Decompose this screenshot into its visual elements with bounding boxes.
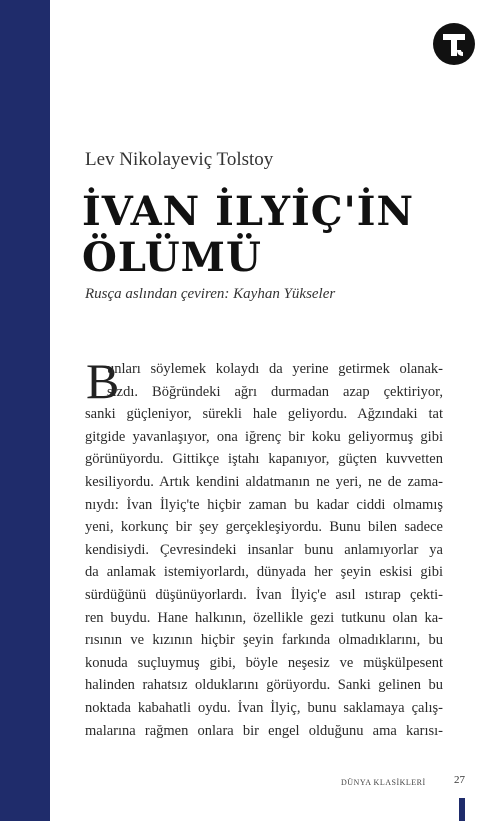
book-title-line-2: ÖLÜMÜ	[82, 234, 262, 281]
body-line: kendisiydi. Çevresindeki insanlar bunu anlamıyorlar ya	[85, 541, 443, 558]
body-line: nıydı: İvan İlyiç'te hiçbir zaman bu kadar ciddi olmamış	[85, 496, 443, 513]
body-line: yeni, korkunç bir şey gerçekleşiyordu. Bunu bilen sadece	[85, 519, 443, 536]
body-line: görünüyordu. Gittikçe iştahı kapanıyor, güçten kuvvetten	[85, 451, 443, 468]
drop-cap: B	[86, 353, 120, 409]
body-line: sürdüğünü düşünüyorlardı. İvan İlyiç'e asıl ıstırap çekti-	[85, 586, 443, 603]
body-line: malarına rağmen onlara bir engel olduğunu ama karısı-	[85, 722, 443, 739]
page-edge-marker	[459, 798, 465, 821]
page-number: 27	[454, 774, 465, 786]
body-line: unları söylemek kolaydı da yerine getirmek olanak-	[107, 361, 443, 377]
body-line: halinden rahatsız olduklarını görüyordu. Sanki gelinen bu	[85, 677, 443, 694]
body-line: konuda suçluymuş gibi, böyle neşesiz ve müşkülpesent	[85, 654, 443, 671]
body-line: sanki güçleniyor, sürekli hale geliyordu. Ağzındaki tat	[85, 406, 443, 423]
body-line: ren buydu. Hane halkının, özellikle gezi tutkunu olan ka-	[85, 609, 443, 626]
body-line: noktada kabahatli oydu. İvan İlyiç, bunu saklamaya çalış-	[85, 699, 443, 716]
body-line: da anlamak istemiyorlardı, dünyada her şeyin eskisi gibi	[85, 564, 443, 581]
body-line: gitgide yavanlaşıyor, ona iğrenç bir koku geliyormuş gibi	[85, 428, 443, 445]
body-text	[85, 353, 443, 742]
publisher-logo-icon	[432, 22, 476, 66]
book-spine-band	[0, 0, 50, 821]
translator-credit: Rusça aslından çeviren: Kayhan Yükseler	[85, 286, 336, 302]
body-line: rısının ve kızının hiçbir şeyin farkında olmadıklarını, bu	[85, 632, 443, 649]
series-label: DÜNYA KLASİKLERİ	[341, 778, 426, 787]
book-title-line-1: İVAN İLYİÇ'İN	[82, 188, 415, 235]
body-line: sızdı. Böğründeki ağrı durmadan azap çektiriyor,	[107, 383, 443, 400]
author-name: Lev Nikolayeviç Tolstoy	[85, 149, 274, 170]
body-line: kesiliyordu. Artık kendini aldatmanın ne yeri, ne de zama-	[85, 473, 443, 490]
